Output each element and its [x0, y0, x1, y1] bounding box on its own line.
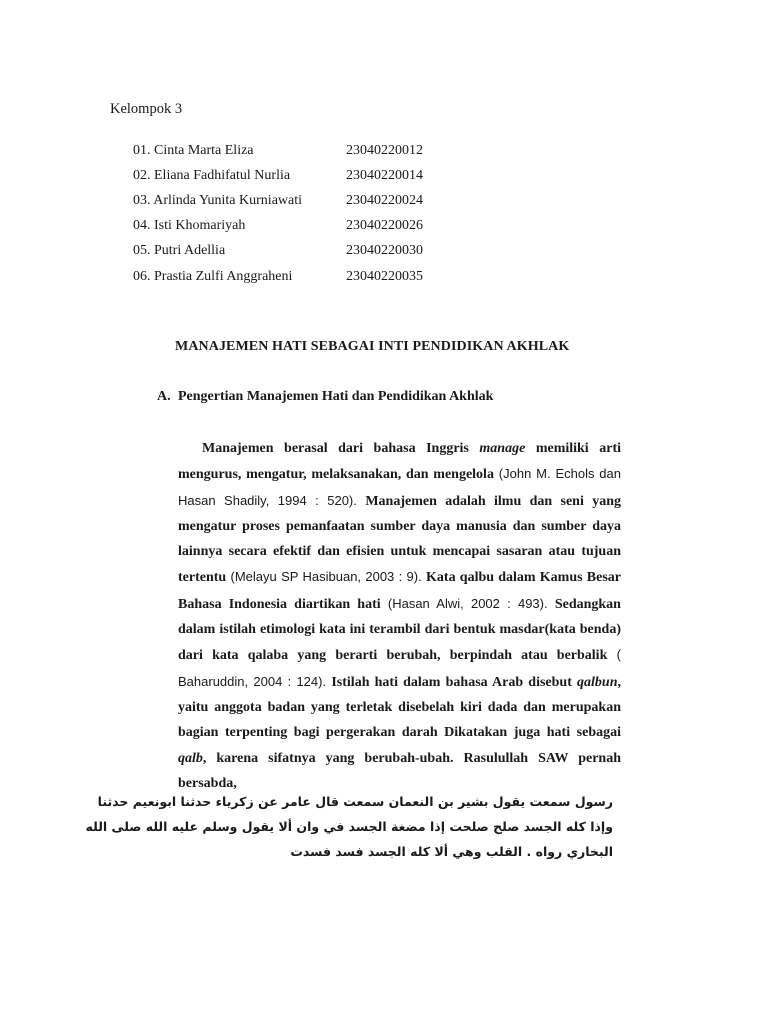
- member-name: 06. Prastia Zulfi Anggraheni: [133, 268, 293, 284]
- citation: ( Baharuddin, 2004 : 124).: [178, 647, 621, 689]
- term-qalb: qalb: [178, 750, 203, 766]
- hadith-line: رسول سمعت يقول بشير بن النعمان سمعت قال عامر عن زكرياء حدثنا ابونعيم حدثنا: [97, 794, 613, 809]
- body-paragraph: [178, 436, 621, 796]
- member-name: 01. Cinta Marta Eliza: [133, 142, 254, 158]
- hadith-line: وإذا كله الجسد صلح صلحت إذا مضغة الجسد في وان ألا يقول وسلم عليه الله صلى الله: [85, 819, 613, 834]
- text-run: Kata qalbu dalam Kamus Besar Bahasa Indonesia diartikan hati: [178, 570, 621, 612]
- member-row: [133, 214, 423, 239]
- citation: (Hasan Alwi, 2002 : 493).: [380, 595, 555, 611]
- text-run: memiliki arti mengurus, mengatur, melaksanakan, dan mengelola: [178, 441, 621, 483]
- member-name: 03. Arlinda Yunita Kurniawati: [133, 192, 303, 208]
- text-run: , karena sifatnya yang berubah-ubah. Rasulullah SAW pernah bersabda,: [178, 750, 621, 791]
- text-run: , yaitu anggota badan yang terletak disebelah kiri dada dan merupakan bagian terpenting bagi pergerakan darah Dikatakan juga hati sebagai: [178, 674, 621, 741]
- section-letter: A.: [157, 389, 171, 404]
- document-title: MANAJEMEN HATI SEBAGAI INTI PENDIDIKAN AKHLAK: [175, 339, 570, 354]
- section-title: Pengertian Manajemen Hati dan Pendidikan Akhlak: [178, 389, 494, 404]
- citation: (Melayu SP Hasibuan, 2003 : 9).: [226, 569, 427, 585]
- group-label: Kelompok 3: [110, 101, 183, 117]
- member-list: [133, 138, 423, 289]
- text-run: Sedangkan dalam istilah etimologi kata ini terambil dari bentuk masdar(kata benda) dari kata qalaba yang berarti berubah, berpindah atau berbalik: [178, 596, 621, 664]
- member-row: [133, 188, 423, 213]
- member-id: 23040220014: [346, 167, 423, 183]
- section-heading: [157, 389, 493, 405]
- term-manage: manage: [479, 441, 526, 456]
- member-id: 23040220026: [346, 218, 423, 234]
- member-row: [133, 264, 423, 289]
- member-row: [133, 239, 423, 264]
- member-id: 23040220012: [346, 142, 423, 158]
- text-run: Manajemen adalah ilmu dan seni yang mengatur proses pemanfaatan sumber daya manusia dan sumber daya lainnya secara efektif dan efisien untuk mencapai sasaran atau tujuan tertentu: [178, 493, 621, 586]
- member-id: 23040220035: [346, 268, 423, 284]
- term-qalbun: qalbun: [577, 674, 618, 690]
- member-row: [133, 163, 423, 188]
- member-name: 04. Isti Khomariyah: [133, 218, 246, 234]
- member-name: 02. Eliana Fadhifatul Nurlia: [133, 167, 291, 183]
- member-name: 05. Putri Adellia: [133, 243, 226, 259]
- member-id: 23040220030: [346, 243, 423, 259]
- member-id: 23040220024: [346, 192, 423, 208]
- text-run: Istilah hati dalam bahasa Arab disebut: [331, 674, 578, 690]
- member-row: [133, 138, 423, 163]
- citation: (John M. Echols dan Hasan Shadily, 1994 : 520).: [178, 466, 621, 508]
- text-run: Manajemen berasal dari bahasa Inggris: [202, 441, 480, 456]
- hadith-line: البخاري رواه . القلب وهي ألا كله الجسد فسد فسدت: [290, 844, 613, 859]
- hadith-arabic: [85, 789, 613, 864]
